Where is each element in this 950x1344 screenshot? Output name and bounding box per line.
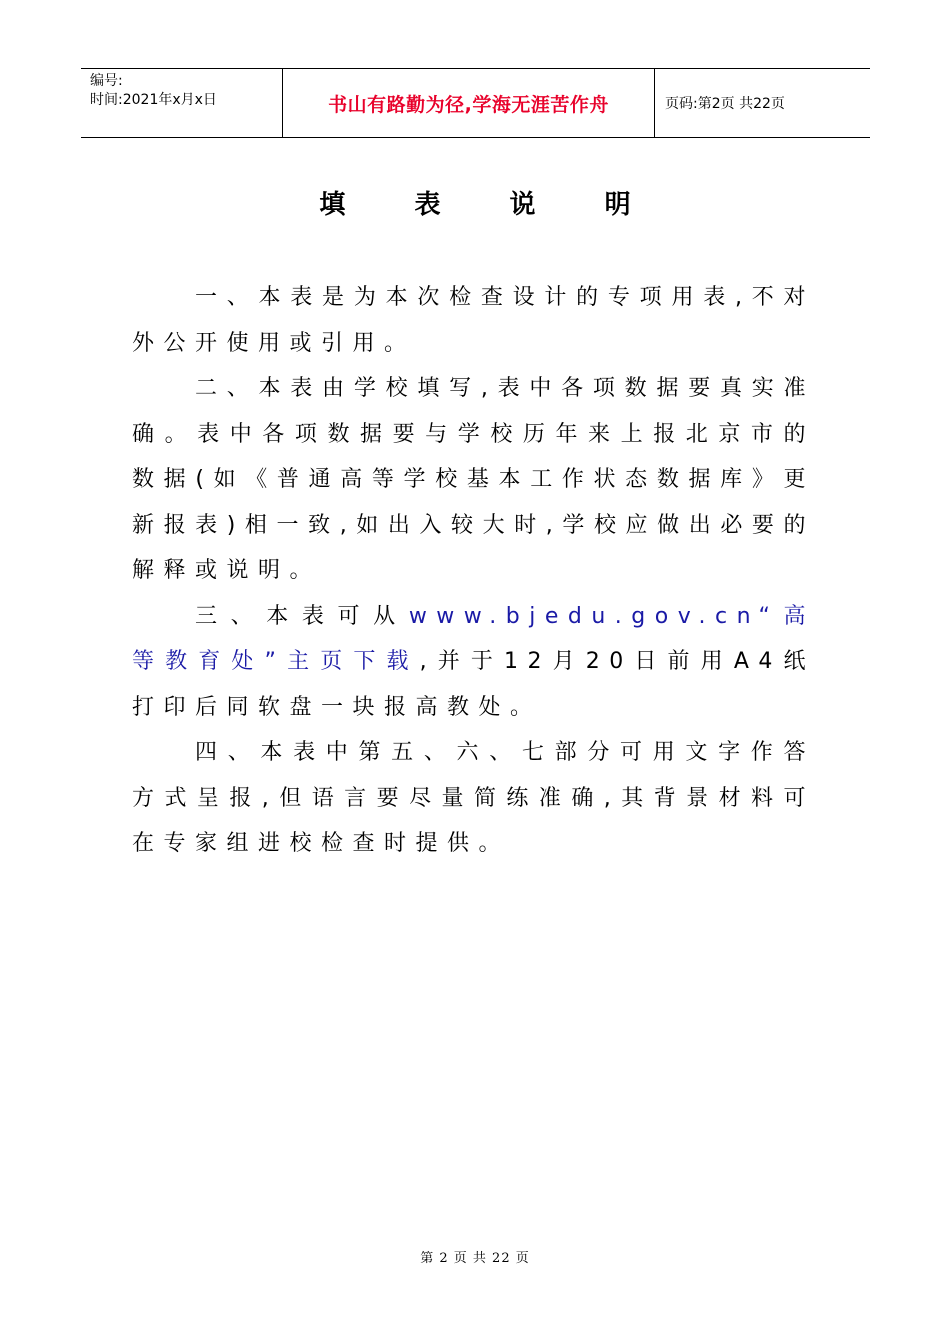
document-body [132,275,815,867]
paragraph-2: 二、本表由学校填写,表中各项数据要真实准确。表中各项数据要与学校历年来上报北京市的数据(如《普通高等学校基本工作状态数据库》更新报表)相一致,如出入较大时,学校应做出必要的解释或说明。 [132,376,815,583]
page-footer: 第 2 页 共 22 页 [420,1251,530,1266]
paragraph-3 [132,594,815,731]
header-meta [81,69,282,137]
number-label: 编号: [90,73,123,89]
header-motto: 书山有路勤为径,学海无涯苦作舟 [282,69,655,137]
paragraph-3-rest: ,并于12月20日前用A4纸打印后同软盘一块报高教处。 [132,649,816,720]
paragraph-4: 四、本表中第五、六、七部分可用文字作答方式呈报,但语言要尽量简练准确,其背景材料可在专家组进校检查时提供。 [132,740,815,856]
download-link[interactable]: www.bjedu.gov.cn“高等教育处”主页下载 [132,603,815,674]
page-header [81,68,870,138]
header-page-info: 页码:第2页 共22页 [665,96,785,112]
paragraph-1: 一、本表是为本次检查设计的专项用表,不对外公开使用或引用。 [132,285,815,356]
page-title: 填 表 说 明 [319,190,661,220]
paragraph-3-lead: 三、本表可从 [195,603,409,629]
time-label: 时间:2021年x月x日 [90,92,217,108]
